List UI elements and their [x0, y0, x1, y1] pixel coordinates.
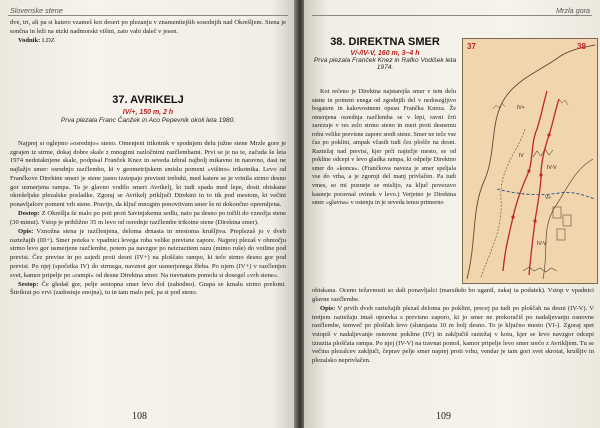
- guide-value: LDZ: [41, 36, 55, 44]
- topo-route-38-label: 38: [577, 42, 586, 51]
- route-38-narrow-body: [312, 88, 456, 208]
- route-38-first-ascent: Prva plezala Franček Knez in Rafko Vodišek leta 1974.: [313, 57, 457, 71]
- route-38-description-end: obiskana. Oceno težavnosti so dali ponavljalci (marsikdo bo uganil, zakaj ta podatek). Vstop v vpadnici glavne razčlembe.: [312, 287, 594, 303]
- belay-point: [539, 173, 542, 176]
- running-head-right: Mrzla gora: [556, 6, 590, 15]
- pitch-grade-label: IV-V: [537, 241, 547, 247]
- descent-text: Če gledaš gor, pelje sestopna smer levo dol (zahodno). Grapa se kmalu strmo prelomi. Štirikrat po vrvi (zadostuje enojna), tu in tam malo peš, pa si pod steno.: [10, 280, 286, 297]
- right-page: [304, 0, 600, 428]
- route-37-title: 37. AVRIKELJ: [112, 94, 184, 106]
- belay-point: [511, 215, 514, 218]
- guide-line: [10, 37, 286, 46]
- access-text: Z Okrešlja še malo po poti proti Savinjskemu sedlu, nato pa desno po točili do vznožja stene (30 minut). Vstop je približno 35 m levo od osrednje razčlembe trikotne stene (Direktna smer).: [10, 210, 286, 226]
- rock-detail-2: [559, 99, 568, 105]
- access-label: Dostop:: [18, 210, 40, 218]
- route-37-access: [10, 210, 286, 227]
- route-37-description: Najprej si oglejmo »osrednjo« steno. Omenjeni trikotnik v spodnjem delu južne stene Mrzle gore je zgrajen iz strme, dokaj dobre skale z mnogimi razločnimi razčlembami. Prvi se je na te, začuda še leta 1974 nedotaknjene skale, podpisal Franček Knez in seveda izbral najbolj mikavno in naravno, dasi ne najlažjo smer: osrednjo razčlembo, ki v geometrijskem smislu pomeni »višino« trikotnika. Levo od Frančkove Direktne smeri je stene jasno izstopajo previsni trebuhi, med katere se je vrinila strmo desno gor usmerjena rampa. Ta je glavno vodilo smeri Avrikelj, ki tudi spada med lepe, dosti obiskane okrešeljske plezalske posladke. Zgoraj se Avrikelj priključi Direktni in to tik pod mestom, ki večini ponavljalcev pomeni vrh stene. Pravijo, da ključ mnogim ponovitvam smer še ni dokončno opremljena.: [10, 140, 286, 208]
- route-37-route: [10, 228, 286, 280]
- route-label: Opis:: [18, 228, 34, 236]
- page-number-right: 109: [436, 411, 451, 422]
- rock-detail: [493, 103, 505, 109]
- header-rule-right: [312, 15, 592, 16]
- belay-point: [547, 133, 550, 136]
- continuation-paragraph: dve, tri, ali pa si katero vzameš kot desert po plezanju v znamenitejših sosednjih nad Okrešljem. Stena je sončna in leži na nizki nadmorski višini, zato vabi daleč v jesen.: [10, 19, 286, 35]
- pitch-grade-label: VI-: [545, 195, 552, 201]
- topo-drawing: [463, 39, 597, 283]
- rock-block: [557, 229, 565, 240]
- descent-label: Sestop:: [18, 280, 39, 288]
- route-38-line: [529, 99, 559, 275]
- route-38-grade: V/-/IV-V, 160 m, 3–4 h: [350, 50, 420, 57]
- route-37-descent: [10, 281, 286, 298]
- continuation-text: [10, 19, 286, 46]
- belay-point: [533, 219, 536, 222]
- route-38-route-text: V prvih dveh raztežajih plezaš deloma po poklini, precej pa tudi po ploščah na desni (IV-V). V tretjem raztežaju imaš opravka s previsno zaporo, ki jo smer ne prekoračiš po nadaljevanju osnovne razčlembe, temveč po ploščah levo (slutnjasta 10 m bolj desno. To je ključno mesto (VI-). Zgoraj spet vstopiš v nadaljevanje osnovne pokline (IV) in zaključiš raztežaj v kotu, kjer se levo navzgor odcepi izrazita ploščata rampa. Po njej (IV-V) na travnat pomol, kamor pripelje levo smer srečo z Avrikljem. Tu se večina plezalcev zaključi, čeprav pelje smer naprej proti vrhu, vendar je tam gori svet skrotat, krušljiv in plezalsko neprivlačen.: [312, 304, 594, 365]
- topo-sketch: [462, 38, 598, 284]
- route-37-body: [10, 140, 286, 299]
- route-38-description: Kot rečeno je Direktna najstarejša smer v tem delu stene in pomeni enega od zgodnjih del v nedosegljivo bogatem in kakovostnem opusu Frančka Kneza. Že omenjena osrednja razčlemba se v lepi, ravni črti zarezuje v res zelo strmo steno in meri proti desnemu robu velike previsne zapore sredi stene. Smer ne teče vse čas po poklini, ampak včasih tudi čez plošče na desni. Raztežaj nad previsi, kjer prči najtežje mesto, se od pokline odcepi v levo gladka rampa, ki odpelje Direktno smer do »konca«. (Frančkova naveza je smer speljala vse do vrha, a je zgornji del manj privlačen. Pa tudi vmes, so mi pozneje se mislijo, za ključ povezavo kasneje poravnal ovinek v levo.) Verjetno je Direktna smer »glavna« v ostenju in je seveda temu primerno: [312, 88, 456, 207]
- pitch-grade-label: IV: [519, 153, 524, 159]
- pitch-grade-label: IV+: [517, 105, 525, 111]
- route-38-header: [312, 36, 458, 71]
- route-text: Vznožna stena je razčlenjena, deloma drnasta in mestoma krušljiva. Preplezaš jo v dveh raztežajih (III+). Smer poteka v vpadnici levega roba velike previsne zapore. Najprej plezaš v območju strmo levo gor usmerjene razčlembe, potem pa navzgor po neizrazitem razu (mimo ruše) do votline pod previsi. Čez previse in po zajedi proti desni (IV+) na ploščato rampo, ki teče strmo desno gor pod previsi. Po njej (spočetka IV) do strmega, navznot gor usmerjenega žleba. Po njem (IV+) v razčlenjen svet, kamor pripelje po »rampi« od desne Direktna smer. Na travnatem pomolu si dosegel »vrh stene«.: [10, 228, 286, 279]
- route-37-grade: IV/+, 150 m, 2 h: [122, 109, 174, 116]
- route-37-first-ascent: Prva plezala Franc Čanžek in Aco Pepevnik okoli leta 1980.: [60, 117, 236, 124]
- right-edge-line: [543, 159, 593, 279]
- page-number-left: 108: [132, 411, 147, 422]
- route-38-title: 38. DIREKTNA SMER: [330, 36, 440, 48]
- rock-block: [563, 215, 571, 226]
- route-38-route: [312, 305, 594, 366]
- topo-route-37-label: 37: [467, 42, 476, 51]
- left-page: [0, 0, 296, 428]
- pitch-grade-label: IV-V: [547, 165, 557, 171]
- route-38-full-body: [312, 287, 594, 366]
- belay-point: [527, 169, 530, 172]
- running-head-left: Slovenske stene: [10, 6, 63, 15]
- route-38-route-label: Opis:: [320, 304, 336, 312]
- guide-label: Vodnik:: [18, 36, 41, 44]
- scree-line: [523, 267, 557, 272]
- gully-line: [481, 129, 525, 277]
- route-37-header: [0, 94, 296, 124]
- header-rule-left: [8, 15, 288, 16]
